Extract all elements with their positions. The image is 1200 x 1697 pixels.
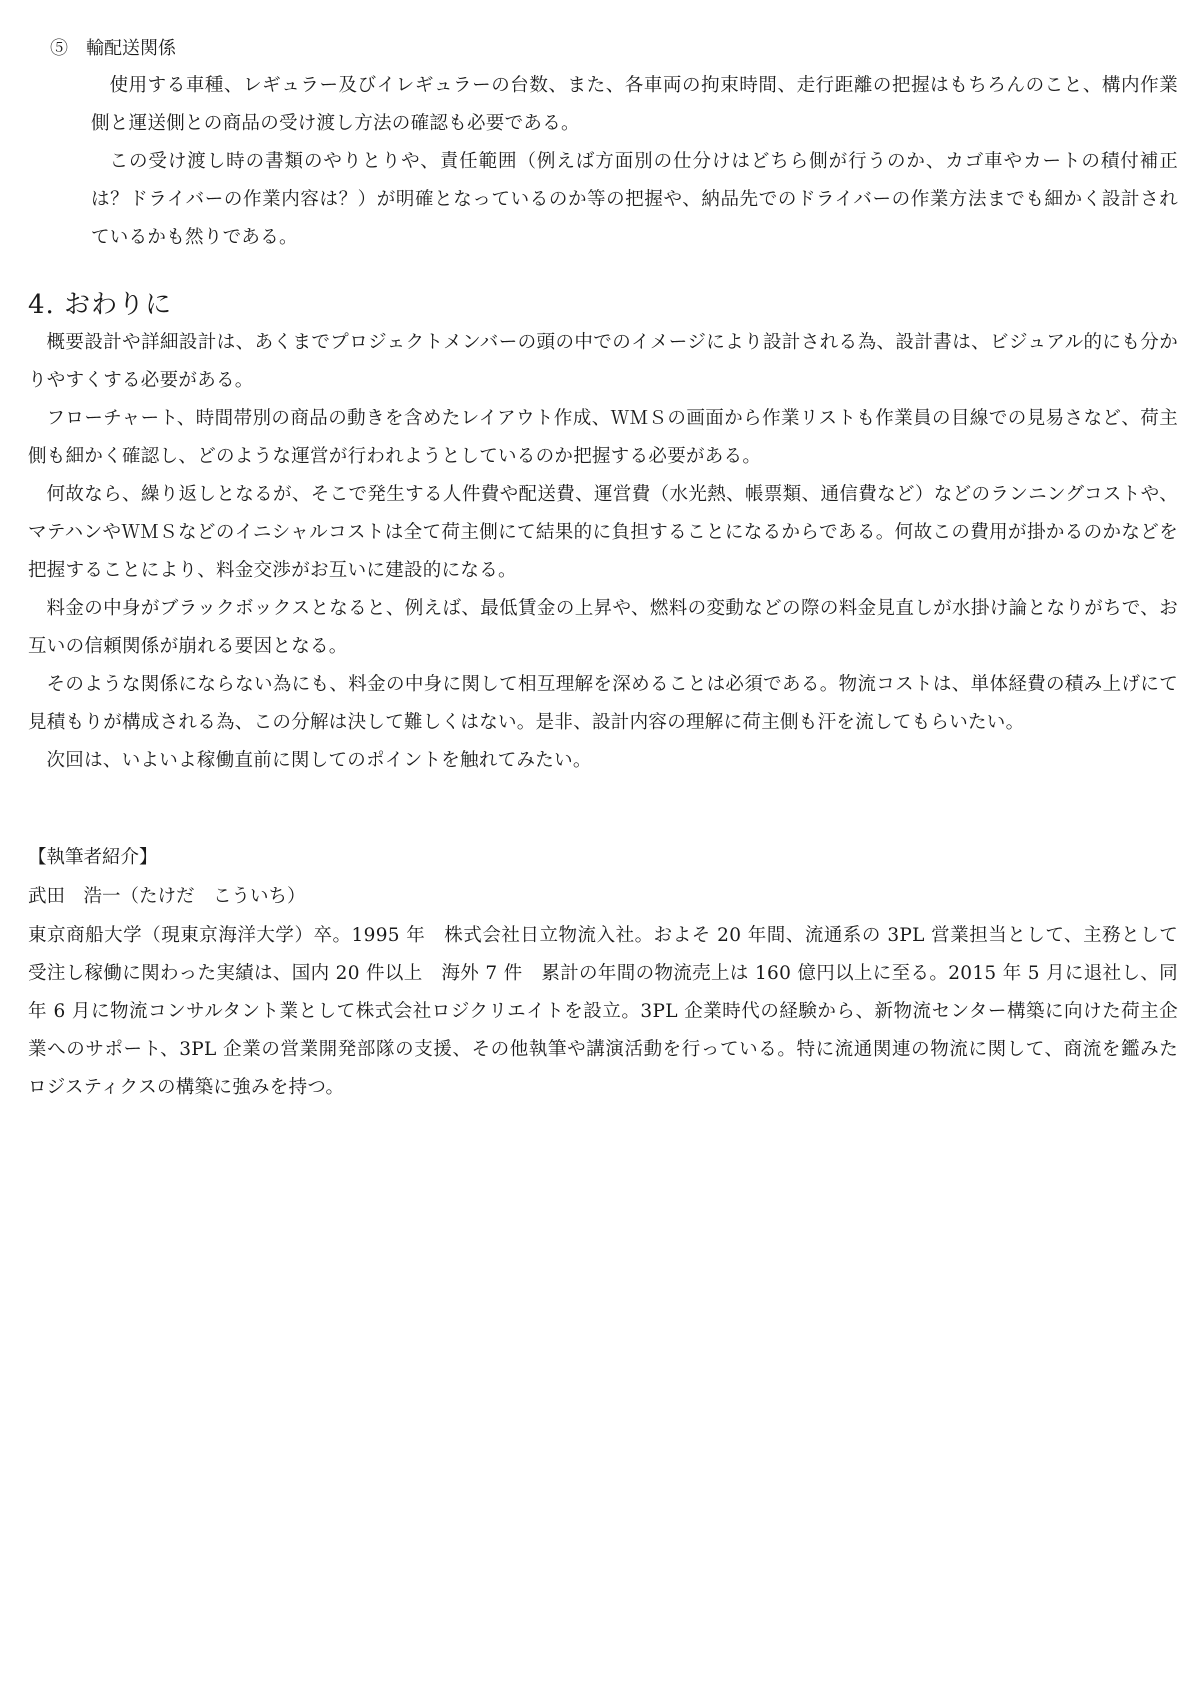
paragraph: 次回は、いよいよ稼働直前に関してのポイントを触れてみたい。 — [46, 750, 592, 771]
paragraph: この受け渡し時の書類のやりとりや、責任範囲（例えば方面別の仕分けはどちら側が行うのか、カゴ車やカートの積付補正は？ドライバーの作業内容は？）が明確となっているのか等の把握や、納品先でのドライバーの作業方法までも細かく設計されているかも然りである。 — [91, 151, 1178, 248]
subsection-body-delivery — [91, 67, 1178, 257]
section-body-conclusion — [28, 324, 1178, 780]
author-profile-heading: 【執筆者紹介】 — [28, 847, 158, 868]
paragraph: 何故なら、繰り返しとなるが、そこで発生する人件費や配送費、運営費（水光熱、帳票類、通信費など）などのランニングコストや、マテハンやＷＭＳなどのイニシャルコストは全て荷主側にて結果的に負担することになるからである。何故この費用が掛かるのかなどを把握することにより、料金交渉がお互いに建設的になる。 — [28, 484, 1178, 581]
paragraph: そのような関係にならない為にも、料金の中身に関して相互理解を深めることは必須である。物流コストは、単体経費の積み上げにて見積もりが構成される為、この分解は決して難しくはない。是非、設計内容の理解に荷主側も汗を流してもらいたい。 — [28, 674, 1178, 733]
paragraph: 使用する車種、レギュラー及びイレギュラーの台数、また、各車両の拘束時間、走行距離の把握はもちろんのこと、構内作業側と運送側との商品の受け渡し方法の確認も必要である。 — [91, 75, 1178, 134]
author-bio — [28, 917, 1178, 1107]
paragraph: 料金の中身がブラックボックスとなると、例えば、最低賃金の上昇や、燃料の変動などの際の料金見直しが水掛け論となりがちで、お互いの信頼関係が崩れる要因となる。 — [28, 598, 1178, 657]
paragraph: 概要設計や詳細設計は、あくまでプロジェクトメンバーの頭の中でのイメージにより設計される為、設計書は、ビジュアル的にも分かりやすくする必要がある。 — [28, 332, 1178, 391]
section-heading-conclusion: 4. おわりに — [28, 290, 173, 320]
subsection-heading-delivery: ⑤ 輸配送関係 — [50, 38, 176, 59]
author-name: 武田 浩一（たけだ こういち） — [28, 886, 306, 907]
paragraph: フローチャート、時間帯別の商品の動きを含めたレイアウト作成、ＷＭＳの画面から作業リストも作業員の目線での見易さなど、荷主側も細かく確認し、どのような運営が行われようとしているのか把握する必要がある。 — [28, 408, 1178, 467]
bio-paragraph: 東京商船大学（現東京海洋大学）卒。1995 年 株式会社日立物流入社。およそ 20 年間、流通系の 3PL 営業担当として、主務として受注し稼働に関わった実績は、国内 20 件以上 海外 7 件 累計の年間の物流売上は 160 億円以上に至る。2015 年 5 月に退社し、同年 6 月に物流コンサルタント業として株式会社ロジクリエイトを設立。3PL 企業時代の経験から、新物流センター構築に向けた荷主企業へのサポート、3PL 企業の営業開発部隊の支援、その他執筆や講演活動を行っている。特に流通関連の物流に関して、商流を鑑みたロジスティクスの構築に強みを持つ。 — [28, 925, 1178, 1098]
